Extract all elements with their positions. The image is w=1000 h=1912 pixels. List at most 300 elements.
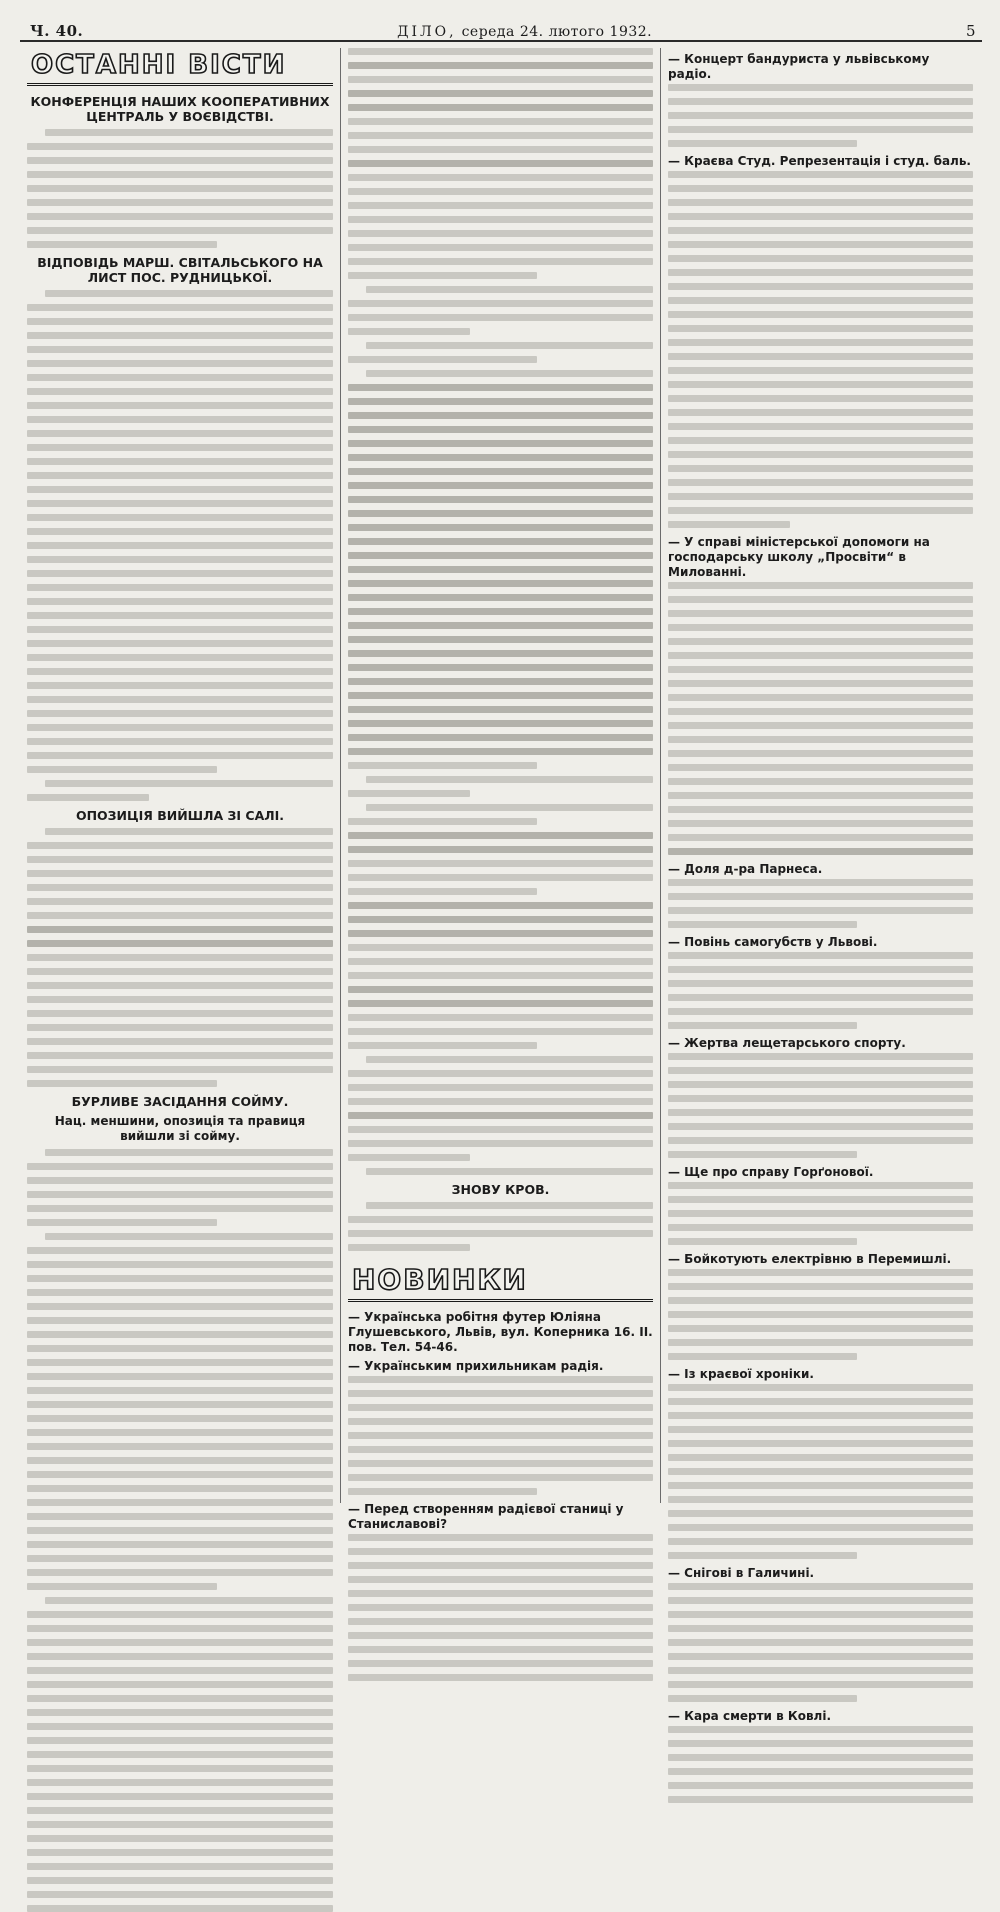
text-line <box>668 1496 973 1503</box>
text-line <box>348 538 653 545</box>
text-line <box>668 1597 973 1604</box>
masthead <box>20 14 982 42</box>
text-line <box>45 828 333 835</box>
text-line <box>348 958 653 965</box>
text-line <box>668 806 973 813</box>
text-line <box>348 622 653 629</box>
text-line <box>27 738 333 745</box>
text-line <box>668 1353 857 1360</box>
article-body <box>27 828 333 1087</box>
text-line <box>668 1053 973 1060</box>
text-line <box>668 1754 973 1761</box>
text-line <box>348 1446 653 1453</box>
text-line <box>668 112 973 119</box>
text-line <box>668 395 973 402</box>
text-line <box>348 230 653 237</box>
text-line <box>27 1569 333 1576</box>
text-line <box>668 1238 857 1245</box>
text-line <box>348 748 653 755</box>
text-line <box>27 612 333 619</box>
text-line <box>668 1768 973 1775</box>
text-line <box>27 682 333 689</box>
text-line <box>27 1835 333 1842</box>
article-body <box>668 1269 973 1360</box>
heading-stormy-session: БУРЛИВЕ ЗАСІДАННЯ СОЙМУ. <box>71 1094 289 1109</box>
text-line <box>668 764 973 771</box>
text-line <box>348 916 653 923</box>
text-line <box>27 1821 333 1828</box>
text-line <box>348 1084 653 1091</box>
text-line <box>668 1210 973 1217</box>
text-line <box>668 666 973 673</box>
text-line <box>668 994 973 1001</box>
text-line <box>27 1737 333 1744</box>
text-line <box>27 1177 333 1184</box>
text-line <box>348 566 653 573</box>
text-line <box>668 1339 973 1346</box>
text-line <box>348 174 653 181</box>
text-line <box>27 1849 333 1856</box>
text-line <box>27 1359 333 1366</box>
text-line <box>27 1877 333 1884</box>
text-line <box>668 879 973 886</box>
text-line <box>348 188 653 195</box>
article-body <box>27 290 333 801</box>
text-line <box>348 216 653 223</box>
text-line <box>348 734 653 741</box>
text-line <box>348 650 653 657</box>
article-body <box>348 48 653 1175</box>
text-line <box>668 1681 973 1688</box>
text-line <box>348 1154 470 1161</box>
text-line <box>27 1639 333 1646</box>
text-line <box>668 1095 973 1102</box>
text-line <box>27 1331 333 1338</box>
text-line <box>348 1660 653 1667</box>
text-line <box>27 710 333 717</box>
text-line <box>348 1140 653 1147</box>
text-line <box>668 966 973 973</box>
text-line <box>668 493 973 500</box>
text-line <box>27 528 333 535</box>
text-line <box>27 912 333 919</box>
item-snow-galicia: — Снігові в Галичині. <box>668 1566 815 1580</box>
text-line <box>668 610 973 617</box>
text-line <box>27 444 333 451</box>
text-line <box>348 328 470 335</box>
text-line <box>348 1404 653 1411</box>
text-line <box>27 1611 333 1618</box>
text-line <box>668 353 973 360</box>
text-line <box>348 48 653 55</box>
text-line <box>27 346 333 353</box>
text-line <box>27 1723 333 1730</box>
text-line <box>27 1401 333 1408</box>
text-line <box>668 479 973 486</box>
text-line <box>45 1597 333 1604</box>
text-line <box>348 1632 653 1639</box>
text-line <box>668 638 973 645</box>
text-line <box>668 582 973 589</box>
text-line <box>27 304 333 311</box>
text-line <box>27 542 333 549</box>
text-line <box>27 766 217 773</box>
text-line <box>668 227 973 234</box>
text-line <box>348 664 653 671</box>
page-number: 5 <box>965 22 976 40</box>
text-line <box>668 297 973 304</box>
text-line <box>27 227 333 234</box>
text-line <box>668 1740 973 1747</box>
text-line <box>27 1415 333 1422</box>
item-fur-workshop: — Українська робітня футер Юліяна Глушевського, Львів, вул. Коперника 16. II. пов. Тел. 54-46. <box>348 1310 653 1354</box>
item-regional-chronicle: — Із краєвої хроніки. <box>668 1367 814 1381</box>
item-student-ball: — Краєва Студ. Репрезентація і студ. баль. <box>668 154 971 168</box>
text-line <box>27 968 333 975</box>
text-line <box>668 199 973 206</box>
section-banner-latest-news: ОСТАННІ ВІСТИ <box>27 48 333 86</box>
text-line <box>348 1070 653 1077</box>
text-line <box>348 594 653 601</box>
text-line <box>668 1426 973 1433</box>
text-line <box>668 848 973 855</box>
text-line <box>668 409 973 416</box>
text-line <box>668 736 973 743</box>
text-line <box>27 982 333 989</box>
text-line <box>668 140 857 147</box>
text-line <box>27 926 333 933</box>
text-line <box>348 944 653 951</box>
article-body <box>348 1202 653 1251</box>
text-line <box>668 708 973 715</box>
text-line <box>27 954 333 961</box>
text-line <box>348 202 653 209</box>
text-line <box>348 440 653 447</box>
text-line <box>348 1646 653 1653</box>
item-parnes-fate: — Доля д-ра Парнеса. <box>668 862 823 876</box>
text-line <box>27 1261 333 1268</box>
text-line <box>348 972 653 979</box>
text-line <box>348 160 653 167</box>
article-body <box>668 879 973 928</box>
text-line <box>27 374 333 381</box>
item-radio-station-stanyslaviv: — Перед створенням радієвої станиці у Станиславові? <box>348 1502 624 1531</box>
text-line <box>27 241 217 248</box>
text-line <box>27 1625 333 1632</box>
text-line <box>348 1576 653 1583</box>
text-line <box>348 1112 653 1119</box>
text-line <box>348 720 653 727</box>
text-line <box>348 930 653 937</box>
text-line <box>27 1052 333 1059</box>
text-line <box>668 1109 973 1116</box>
item-ski-victim: — Жертва лещетарського спорту. <box>668 1036 906 1050</box>
text-line <box>27 199 333 206</box>
heading-blood-again: ЗНОВУ КРОВ. <box>451 1182 550 1197</box>
text-line <box>348 1098 653 1105</box>
text-line <box>348 874 653 881</box>
text-line <box>348 1460 653 1467</box>
text-line <box>668 283 973 290</box>
column-1 <box>20 48 340 1503</box>
text-line <box>668 952 973 959</box>
text-line <box>27 458 333 465</box>
text-line <box>27 430 333 437</box>
text-line <box>27 640 333 647</box>
text-line <box>348 1590 653 1597</box>
text-line <box>668 465 973 472</box>
text-line <box>668 367 973 374</box>
text-line <box>27 1583 217 1590</box>
text-line <box>348 468 653 475</box>
text-line <box>27 1513 333 1520</box>
section-banner-news: НОВИНКИ <box>348 1261 653 1302</box>
item-suicides-lviv: — Повінь самогубств у Львові. <box>668 935 878 949</box>
text-line <box>348 1432 653 1439</box>
text-line <box>27 1080 217 1087</box>
text-line <box>27 1205 333 1212</box>
text-line <box>348 1562 653 1569</box>
text-line <box>668 423 973 430</box>
text-line <box>27 752 333 759</box>
text-line <box>27 884 333 891</box>
column-3 <box>660 48 980 1723</box>
text-line <box>27 1457 333 1464</box>
text-line <box>668 1325 973 1332</box>
text-line <box>27 1681 333 1688</box>
text-line <box>348 706 653 713</box>
text-line <box>27 1345 333 1352</box>
text-line <box>668 507 973 514</box>
text-line <box>668 1440 973 1447</box>
text-line <box>27 388 333 395</box>
text-line <box>668 171 973 178</box>
item-power-plant-boycott: — Бойкотують електрівню в Перемишлі. <box>668 1252 952 1266</box>
text-line <box>27 1863 333 1870</box>
text-line <box>27 584 333 591</box>
text-line <box>348 986 653 993</box>
text-line <box>27 856 333 863</box>
text-line <box>27 171 333 178</box>
text-line <box>348 1534 653 1541</box>
text-line <box>668 1269 973 1276</box>
text-line <box>668 1297 973 1304</box>
text-line <box>27 1485 333 1492</box>
text-line <box>348 1548 653 1555</box>
text-line <box>27 1024 333 1031</box>
issue-date: середа 24. лютого 1932. <box>461 24 653 40</box>
text-line <box>348 426 653 433</box>
text-line <box>668 1583 973 1590</box>
text-line <box>27 696 333 703</box>
text-line <box>27 1905 333 1912</box>
text-line <box>668 1412 973 1419</box>
text-line <box>348 258 653 265</box>
text-line <box>27 1653 333 1660</box>
text-line <box>27 1275 333 1282</box>
text-line <box>348 90 653 97</box>
text-line <box>27 1317 333 1324</box>
text-line <box>668 126 973 133</box>
text-line <box>668 1782 973 1789</box>
text-line <box>27 1695 333 1702</box>
text-line <box>348 790 470 797</box>
text-line <box>348 1474 653 1481</box>
text-line <box>45 1233 333 1240</box>
heading-reply: ВІДПОВІДЬ МАРШ. СВІТАЛЬСЬКОГО НА ЛИСТ ПОС. РУДНИЦЬКОЇ. <box>37 255 323 285</box>
text-line <box>348 272 537 279</box>
text-line <box>668 1081 973 1088</box>
text-line <box>27 1429 333 1436</box>
text-line <box>348 580 653 587</box>
newspaper-name: ДІЛО, <box>397 24 457 40</box>
text-line <box>27 1779 333 1786</box>
text-line <box>668 521 790 528</box>
text-line <box>668 680 973 687</box>
text-line <box>348 76 653 83</box>
text-line <box>366 286 653 293</box>
text-line <box>668 1398 973 1405</box>
text-line <box>27 1471 333 1478</box>
text-line <box>348 1244 470 1251</box>
text-line <box>27 870 333 877</box>
text-line <box>668 792 973 799</box>
columns <box>20 48 982 1723</box>
text-line <box>27 898 333 905</box>
issue-number: Ч. 40. <box>30 22 84 40</box>
text-line <box>668 1022 857 1029</box>
text-line <box>348 1000 653 1007</box>
text-line <box>348 1126 653 1133</box>
text-line <box>348 860 653 867</box>
text-line <box>668 778 973 785</box>
text-line <box>348 300 653 307</box>
text-line <box>348 1674 653 1681</box>
masthead-center <box>397 24 652 40</box>
text-line <box>348 104 653 111</box>
article-body <box>27 129 333 248</box>
text-line <box>668 624 973 631</box>
text-line <box>668 907 973 914</box>
text-line <box>348 818 537 825</box>
text-line <box>348 496 653 503</box>
text-line <box>668 1510 973 1517</box>
text-line <box>348 62 653 69</box>
heading-conference: КОНФЕРЕНЦІЯ НАШИХ КООПЕРАТИВНИХ ЦЕНТРАЛЬ У ВОЄВІДСТВІ. <box>30 94 330 124</box>
text-line <box>668 694 973 701</box>
text-line <box>27 598 333 605</box>
text-line <box>348 552 653 559</box>
text-line <box>27 724 333 731</box>
text-line <box>27 1303 333 1310</box>
text-line <box>668 241 973 248</box>
text-line <box>668 1611 973 1618</box>
text-line <box>348 454 653 461</box>
text-line <box>27 1066 333 1073</box>
text-line <box>668 451 973 458</box>
item-radio-supporters: — Українським прихильникам радія. <box>348 1359 604 1373</box>
text-line <box>668 1137 973 1144</box>
text-line <box>27 1163 333 1170</box>
text-line <box>348 1376 653 1383</box>
text-line <box>45 1149 333 1156</box>
text-line <box>27 626 333 633</box>
article-body <box>348 1376 653 1495</box>
text-line <box>348 384 653 391</box>
text-line <box>348 692 653 699</box>
text-line <box>348 1604 653 1611</box>
text-line <box>348 482 653 489</box>
text-line <box>366 1056 653 1063</box>
text-line <box>668 1008 973 1015</box>
text-line <box>348 1488 537 1495</box>
text-line <box>668 820 973 827</box>
article-body <box>668 1053 973 1158</box>
text-line <box>668 1538 973 1545</box>
text-line <box>668 1482 973 1489</box>
text-line <box>27 1793 333 1800</box>
text-line <box>27 1541 333 1548</box>
text-line <box>27 185 333 192</box>
column-2 <box>340 48 660 1531</box>
text-line <box>668 1196 973 1203</box>
text-line <box>668 381 973 388</box>
text-line <box>348 1618 653 1625</box>
article-body <box>27 1149 333 1912</box>
text-line <box>668 1625 973 1632</box>
text-line <box>668 596 973 603</box>
text-line <box>348 510 653 517</box>
text-line <box>348 678 653 685</box>
text-line <box>27 1709 333 1716</box>
text-line <box>366 370 653 377</box>
text-line <box>668 921 857 928</box>
text-line <box>27 1499 333 1506</box>
text-line <box>348 832 653 839</box>
item-bandurist-concert: — Концерт бандуриста у львівському радіо. <box>668 52 930 81</box>
text-line <box>668 1283 973 1290</box>
text-line <box>668 255 973 262</box>
article-body <box>668 1583 973 1702</box>
text-line <box>27 570 333 577</box>
text-line <box>27 318 333 325</box>
text-line <box>348 118 653 125</box>
article-body <box>668 1726 973 1803</box>
text-line <box>668 1653 973 1660</box>
text-line <box>348 1042 537 1049</box>
text-line <box>27 1443 333 1450</box>
text-line <box>27 1807 333 1814</box>
text-line <box>668 1552 857 1559</box>
text-line <box>348 1216 653 1223</box>
text-line <box>348 1014 653 1021</box>
article-body <box>348 1534 653 1681</box>
text-line <box>27 940 333 947</box>
text-line <box>27 1219 217 1226</box>
text-line <box>366 342 653 349</box>
text-line <box>668 269 973 276</box>
item-ministry-aid-school: — У справі міністерської допомоги на господарську школу „Просвіти“ в Милованні. <box>668 535 930 579</box>
text-line <box>348 902 653 909</box>
text-line <box>668 1454 973 1461</box>
text-line <box>668 722 973 729</box>
text-line <box>668 1311 973 1318</box>
text-line <box>27 1751 333 1758</box>
text-line <box>668 84 973 91</box>
text-line <box>27 416 333 423</box>
text-line <box>348 1230 653 1237</box>
text-line <box>27 1373 333 1380</box>
